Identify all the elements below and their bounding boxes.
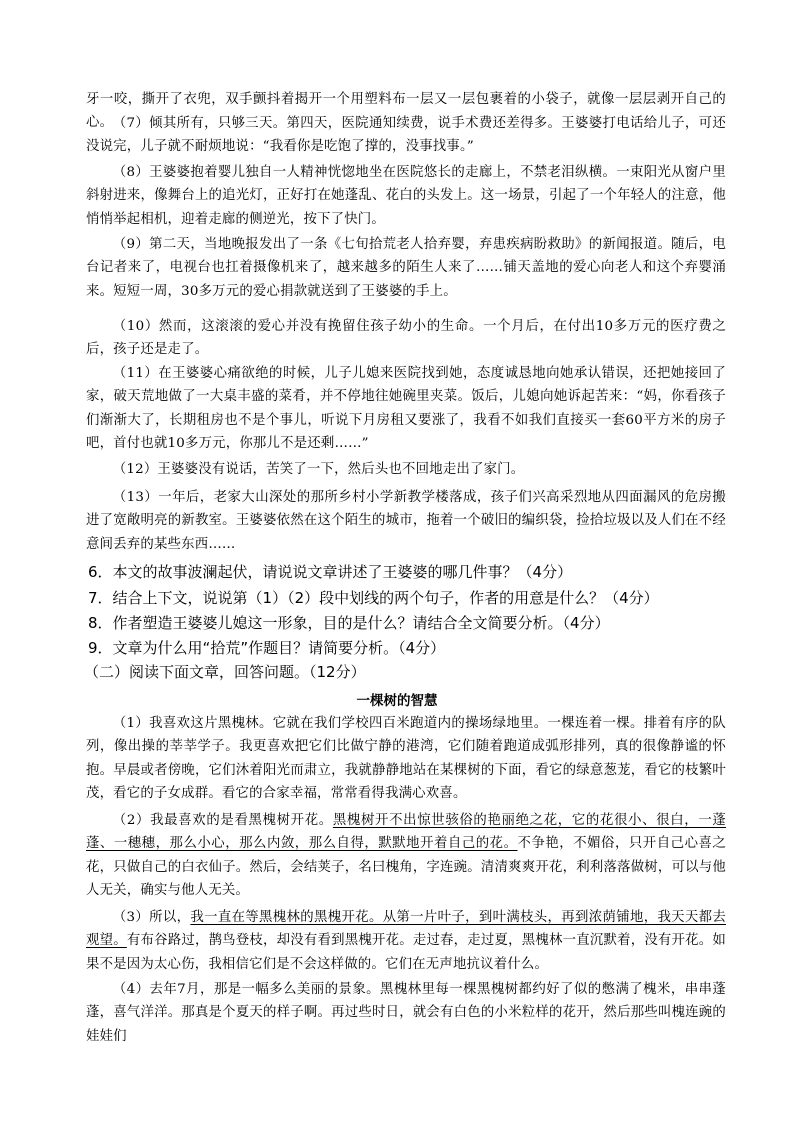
paragraph-s2-3-lead: （3）所以， <box>112 910 191 925</box>
paragraph-s2-2-rest: 不争艳，不媚俗，只开自己心喜之花，只做自己的白衣仙子。然后，会结荚子，名曰槐角，字连豌。清清爽爽开花，利利落落做树，可以与他人无关，确实与他人无关。 <box>86 836 727 899</box>
paragraph-s2-2-lead: （2）我最喜欢的是看黑槐树开花。 <box>112 813 333 828</box>
paragraph-s2-4: （4）去年7月，那是一幅多么美丽的景象。黑槐林里每一棵黑槐树都约好了似的憋满了槐米，串串蓬蓬，喜气洋洋。那真是个夏天的样子啊。再过些时日，就会有白色的小米粒样的花开，然后那些叫槐连豌的娃娃们 <box>86 982 726 1044</box>
underlined-sentence-2: 我一直在等黑槐林的黑槐开花。从第一片叶子，到叶满枝头，再到浓荫铺地，我天天都去观望。 <box>86 910 726 949</box>
paragraph-8: （8）王婆婆抱着婴儿独自一人精神恍惚地坐在医院悠长的走廊上，不禁老泪纵横。一束阳光从窗户里斜射进来，像舞台上的追光灯，正好打在她蓬乱、花白的头发上。这一场景，引起了一个年轻人的注意，他悄悄举起相机，迎着走廊的侧逆光，按下了快门。 <box>86 165 726 227</box>
section-2-heading: （二）阅读下面文章，回答问题。（12分） <box>84 663 366 681</box>
paragraph-9: （9）第二天，当地晚报发出了一条《七旬拾荒老人拾弃婴，弃患疾病盼救助》的新闻报道。随后，电台记者来了，电视台也扛着摄像机来了，越来越多的陌生人来了……铺天盖地的爱心向老人和这个弃婴涌来。短短一周，30多万元的爱心捐款就送到了王婆婆的手上。 <box>86 237 726 299</box>
question-8: 8．作者塑造王婆婆儿媳这一形象，目的是什么？请结合全文简要分析。（4分） <box>88 614 610 632</box>
question-6: 6．本文的故事波澜起伏，请说说文章讲述了王婆婆的哪几件事？（4分） <box>88 563 573 581</box>
paragraph-10: （10）然而，这滚滚的爱心并没有挽留住孩子幼小的生命。一个月后，在付出10多万元的医疗费之后，孩子还是走了。 <box>86 319 726 358</box>
paragraph-7: （7）倾其所有，只够三天。第四天，医院通知续费，说手术费还差得多。王婆婆打电话给儿子，可还没说完，儿子就不耐烦地说：“我看你是吃饱了撑的，没事找事。” <box>86 116 726 155</box>
underlined-sentence-1: 黑槐树开不出惊世骇俗的艳丽绝之花，它的花很小、很白，一蓬蓬、一穗穗，那么小心，那么内敛，那么自得，默默地开着自己的花。 <box>86 813 727 852</box>
paragraph-12: （12）王婆婆没有说话，苦笑了一下，然后头也不回地走出了家门。 <box>112 462 525 477</box>
question-7: 7．结合上下文，说说第（1）（2）段中划线的两个句子，作者的用意是什么？（4分） <box>88 589 659 607</box>
paragraph-11: （11）在王婆婆心痛欲绝的时候，儿子儿媳来医院找到她，态度诚恳地向她承认错误，还把她接回了家，破天荒地做了一大桌丰盛的菜肴，并不停地往她碗里夹菜。饭后，儿媳向她诉起苦来：“妈，你看孩子们渐渐大了，长期租房也不是个事儿，听说下月房租又要涨了，我看不如我们直接买一套60平方米的房子吧，首付也就10多万元，你那儿不是还剩……” <box>86 366 726 452</box>
paragraph-s2-1: （1）我喜欢这片黑槐林。它就在我们学校四百米跑道内的操场绿地里。一棵连着一棵。排着有序的队列，像出操的莘莘学子。我更喜欢把它们比做宁静的港湾，它们随着跑道成弧形排列，真的很像静谧的怀抱。早晨或者傍晚，它们沐着阳光而肃立，我就静静地站在某棵树的下面，看它的绿意葱茏，看它的枝繁叶茂，看它的子女成群。看它的合家幸福，常常看得我满心欢喜。 <box>86 716 726 802</box>
paragraph-s2-2 <box>86 809 726 903</box>
article-title: 一棵树的智慧 <box>356 693 438 709</box>
paragraph-continued: 牙一咬，撕开了衣兜，双手颤抖着揭开一个用塑料布一层又一层包裹着的小袋子，就像一层层剥开自己的心。 <box>86 92 726 131</box>
paragraph-s2-3-rest: 有布谷路过，鹊鸟登枝，却没有看到黑槐开花。走过春，走过夏，黑槐林一直沉默着，没有开花。如果不是因为太心伤，我相信它们是不会这样做的。它们在无声地抗议着什么。 <box>86 933 726 972</box>
paragraph-13: （13）一年后，老家大山深处的那所乡村小学新教学楼落成，孩子们兴高采烈地从四面漏风的危房搬进了宽敞明亮的新教室。王婆婆依然在这个陌生的城市，拖着一个破旧的编织袋，捡拾垃圾以及人们在不经意间丢弃的某些东西…… <box>86 490 726 552</box>
question-9: 9．文章为什么用“拾荒”作题目？请简要分析。（4分） <box>88 639 446 657</box>
paragraph-s2-3 <box>86 906 726 976</box>
